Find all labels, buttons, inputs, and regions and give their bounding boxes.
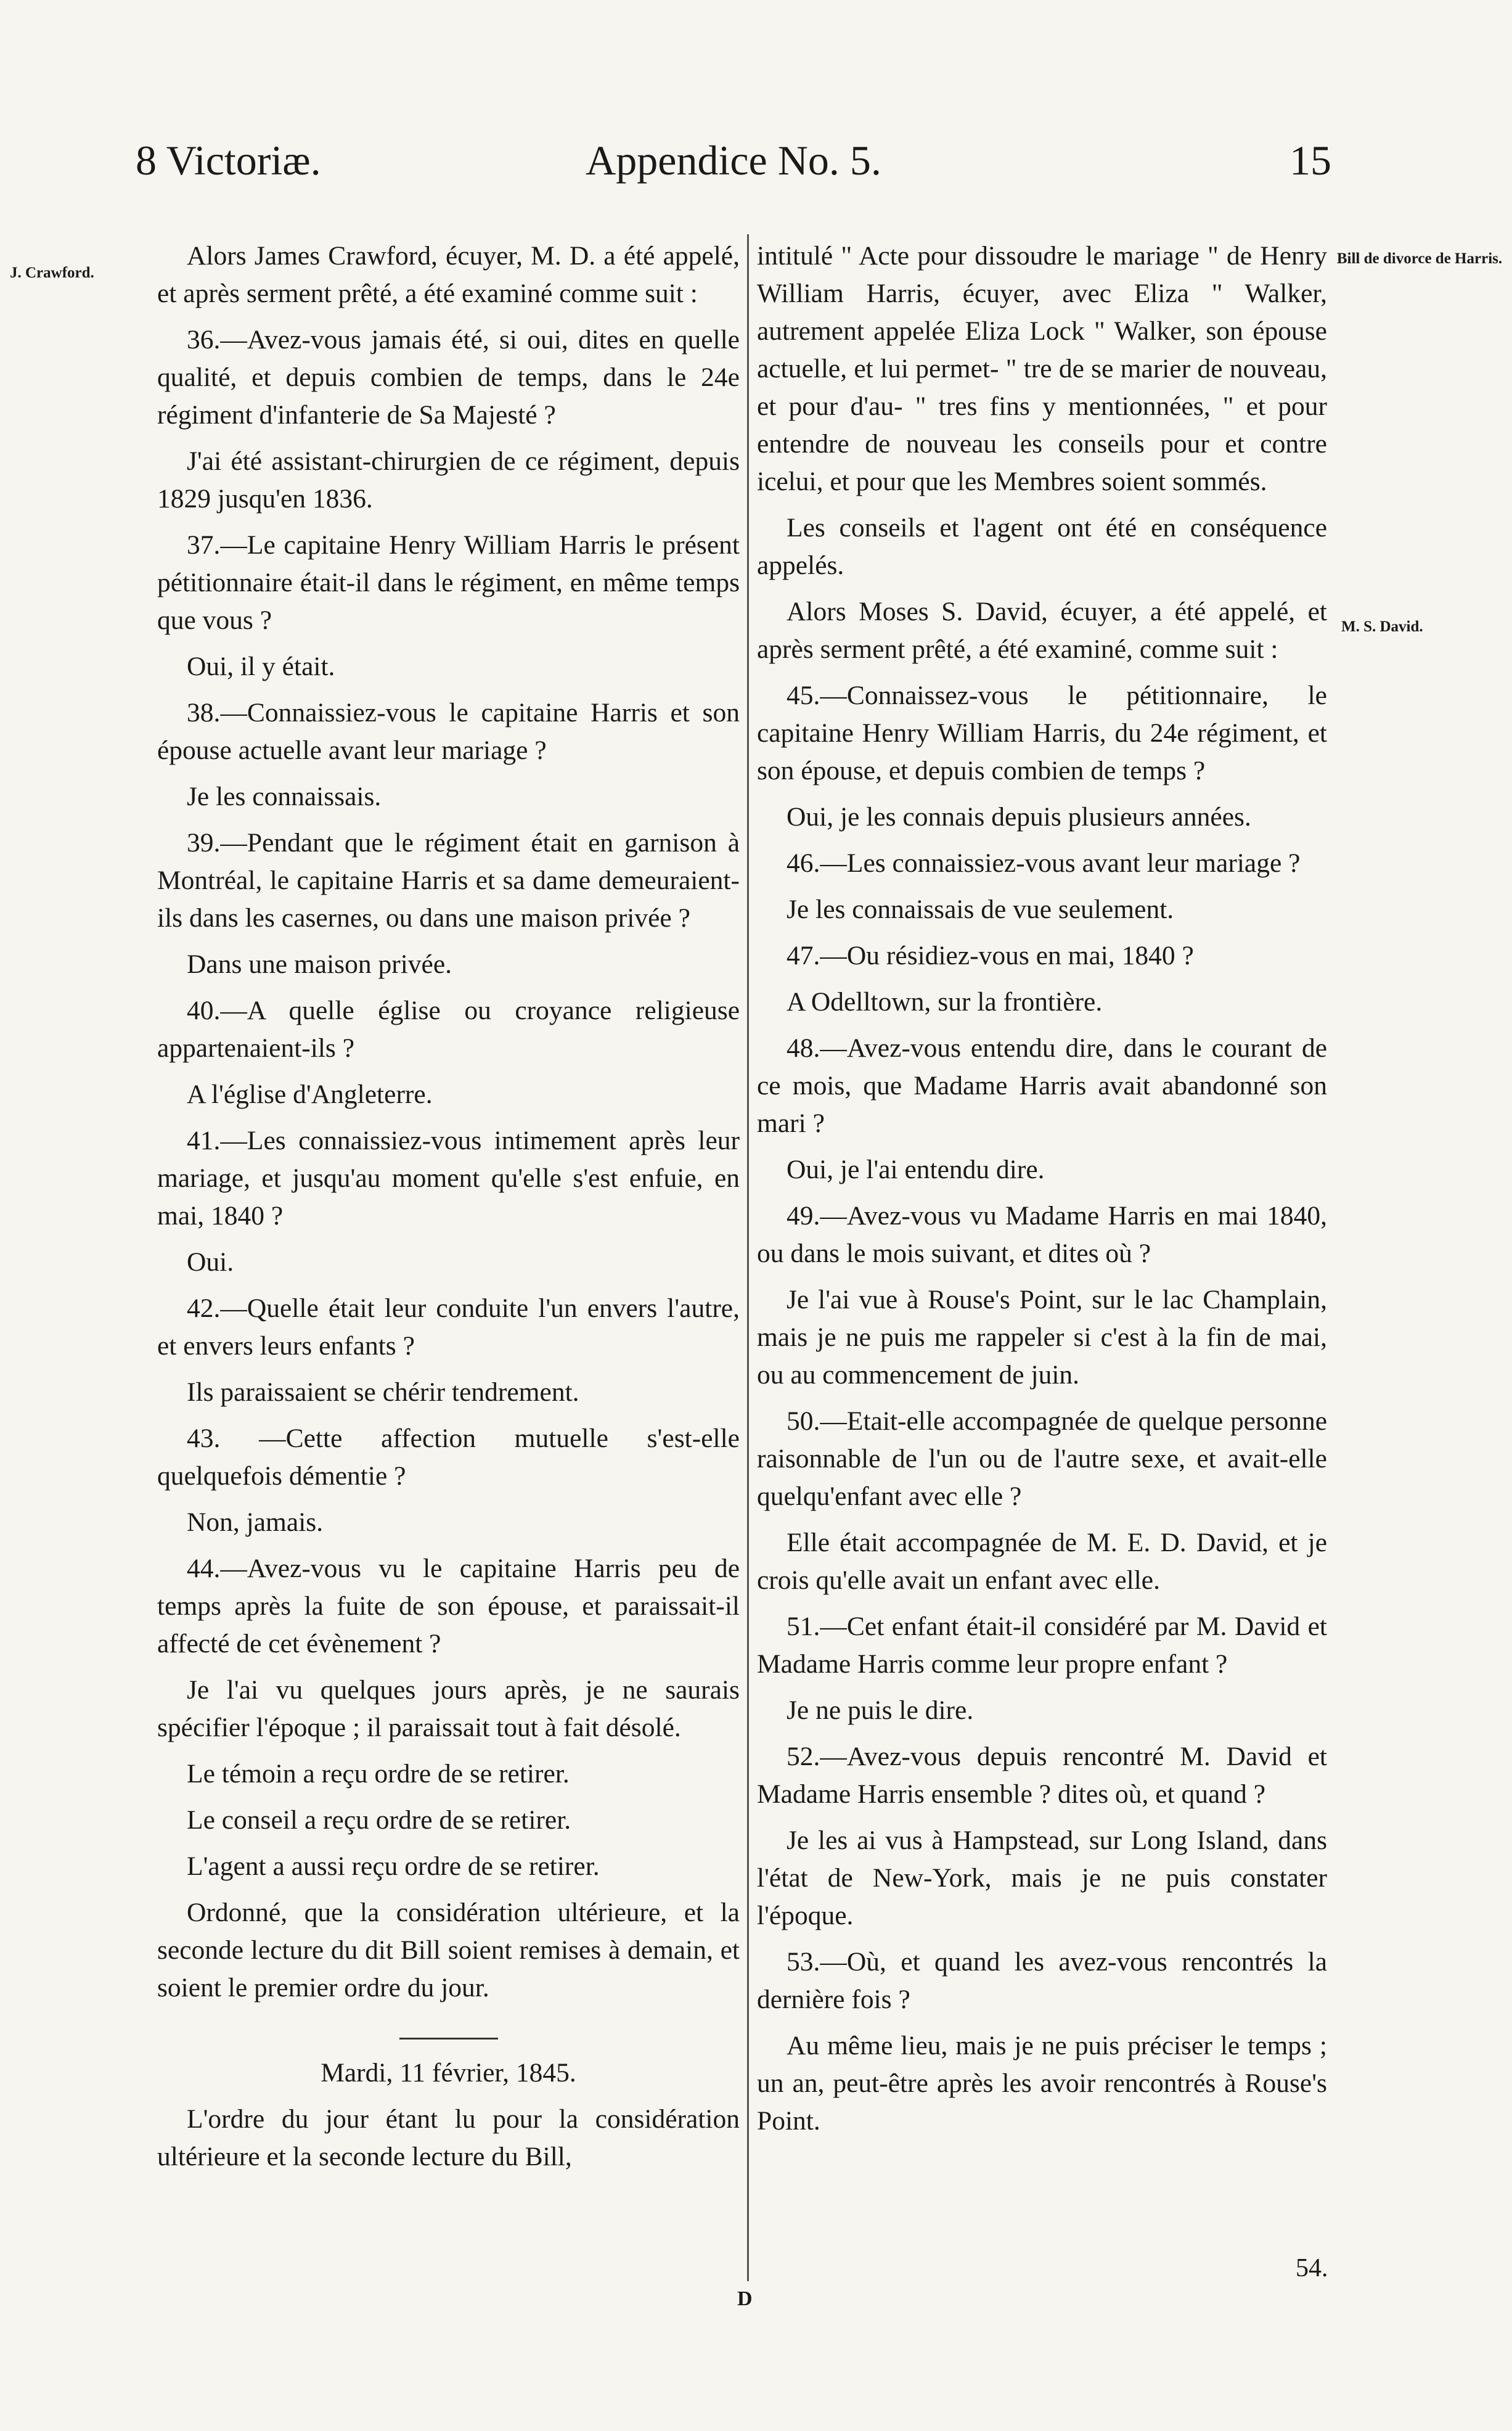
paragraph: Je ne puis le dire. <box>787 1695 974 1725</box>
paragraph: Alors Moses S. David, écuyer, a été appelé, et après serment prêté, a été examiné, comme suit : <box>757 597 1327 664</box>
paragraph: Je les connaissais de vue seulement. <box>787 895 1174 924</box>
paragraph: Oui, je l'ai entendu dire. <box>787 1155 1045 1184</box>
paragraph: Le témoin a reçu ordre de se retirer. <box>187 1759 570 1789</box>
paragraph: Elle était accompagnée de M. E. D. David, et je crois qu'elle avait un enfant avec elle. <box>757 1528 1327 1595</box>
right-column <box>757 237 1327 2149</box>
paragraph: Je les connaissais. <box>187 782 382 811</box>
margin-note-david: M. S. David. <box>1341 618 1423 635</box>
paragraph: Oui, il y était. <box>187 652 335 681</box>
left-column <box>157 237 740 2184</box>
margin-note-crawford: J. Crawford. <box>10 264 94 281</box>
paragraph: Les conseils et l'agent ont été en conséquence appelés. <box>757 513 1327 580</box>
paragraph: Non, jamais. <box>187 1507 324 1537</box>
paragraph: Je l'ai vu quelques jours après, je ne saurais spécifier l'époque ; il paraissait tout à fait désolé. <box>157 1675 740 1742</box>
section-rule <box>399 2038 498 2039</box>
paragraph: intitulé " Acte pour dissoudre le mariage " de Henry William Harris, écuyer, avec Eliza " Walker, autrement appelée Eliza Lock " Walker, son épouse actuelle, et lui permet- " tre de se marier de nouveau, et pour d'au- " tres fins y mentionnées, " et pour entendre de nouveau les conseils pour et contre icelui, et pour que les Membres soient sommés. <box>757 241 1327 496</box>
paragraph: 52.—Avez-vous depuis rencontré M. David et Madame Harris ensemble ? dites où, et quand ? <box>757 1742 1327 1809</box>
paragraph: Oui, je les connais depuis plusieurs années. <box>787 802 1251 832</box>
paragraph: A Odelltown, sur la frontière. <box>787 987 1103 1017</box>
page-number: 15 <box>1289 137 1331 184</box>
margin-note-bill: Bill de divorce de Harris. <box>1336 250 1503 267</box>
paragraph: J'ai été assistant-chirurgien de ce régiment, depuis 1829 jusqu'en 1836. <box>157 446 740 514</box>
paragraph: 45.—Connaissez-vous le pétitionnaire, le capitaine Henry William Harris, du 24e régiment, et son épouse, et depuis combien de temps ? <box>757 681 1327 785</box>
paragraph: 46.—Les connaissiez-vous avant leur mariage ? <box>787 848 1301 878</box>
paragraph: L'agent a aussi reçu ordre de se retirer. <box>187 1851 600 1881</box>
paragraph: Au même lieu, mais je ne puis préciser le temps ; un an, peut-être après les avoir rencontrés à Rouse's Point. <box>757 2031 1327 2136</box>
paragraph: Je les ai vus à Hampstead, sur Long Island, dans l'état de New-York, mais je ne puis constater l'époque. <box>757 1826 1327 1930</box>
paragraph: Ils paraissaient se chérir tendrement. <box>187 1377 579 1407</box>
paragraph: Ordonné, que la considération ultérieure, et la seconde lecture du dit Bill soient remises à demain, et soient le premier ordre du jour. <box>157 1898 740 2003</box>
paragraph: Le conseil a reçu ordre de se retirer. <box>187 1805 571 1835</box>
paragraph: 38.—Connaissiez-vous le capitaine Harris et son épouse actuelle avant leur mariage ? <box>157 698 740 765</box>
paragraph: 39.—Pendant que le régiment était en garnison à Montréal, le capitaine Harris et sa dame demeuraient-ils dans les casernes, ou dans une maison privée ? <box>157 828 740 933</box>
paragraph: 42.—Quelle était leur conduite l'un envers l'autre, et envers leurs enfants ? <box>157 1293 740 1361</box>
paragraph: A l'église d'Angleterre. <box>187 1080 433 1109</box>
paragraph: 50.—Etait-elle accompagnée de quelque personne raisonnable de l'un ou de l'autre sexe, et avait-elle quelqu'enfant avec elle ? <box>757 1406 1327 1511</box>
paragraph: 47.—Ou résidiez-vous en mai, 1840 ? <box>787 941 1194 970</box>
paragraph: 40.—A quelle église ou croyance religieuse appartenaient-ils ? <box>157 996 740 1063</box>
paragraph: Je l'ai vue à Rouse's Point, sur le lac Champlain, mais je ne puis me rappeler si c'est à la fin de mai, ou au commencement de juin. <box>757 1285 1327 1390</box>
paragraph: L'ordre du jour étant lu pour la considération ultérieure et la seconde lecture du Bill, <box>157 2104 740 2171</box>
paragraph: 49.—Avez-vous vu Madame Harris en mai 1840, ou dans le mois suivant, et dites où ? <box>757 1201 1327 1268</box>
column-divider <box>747 234 749 2281</box>
paragraph: 53.—Où, et quand les avez-vous rencontrés la dernière fois ? <box>757 1947 1327 2014</box>
page-header <box>136 136 1331 185</box>
paragraph: Oui. <box>187 1247 234 1277</box>
paragraph: 48.—Avez-vous entendu dire, dans le courant de ce mois, que Madame Harris avait abandonné son mari ? <box>757 1033 1327 1138</box>
header-session: 8 Victoriæ. <box>136 137 321 184</box>
paragraph: Dans une maison privée. <box>187 949 452 979</box>
paragraph: Alors James Crawford, écuyer, M. D. a été appelé, et après serment prêté, a été examiné comme suit : <box>157 241 740 308</box>
paragraph: 51.—Cet enfant était-il considéré par M. David et Madame Harris comme leur propre enfant ? <box>757 1612 1327 1679</box>
paragraph: 41.—Les connaissiez-vous intimement après leur mariage, et jusqu'au moment qu'elle s'est enfuie, en mai, 1840 ? <box>157 1126 740 1231</box>
paragraph: 43. —Cette affection mutuelle s'est-elle quelquefois démentie ? <box>157 1424 740 1491</box>
paragraph: 37.—Le capitaine Henry William Harris le présent pétitionnaire était-il dans le régiment, en même temps que vous ? <box>157 530 740 635</box>
date-line: Mardi, 11 février, 1845. <box>321 2058 576 2088</box>
signature-mark: D <box>737 2287 753 2310</box>
paragraph: 44.—Avez-vous vu le capitaine Harris peu de temps après la fuite de son épouse, et paraissait-il affecté de cet évènement ? <box>157 1554 740 1658</box>
catchword: 54. <box>1296 2254 1328 2282</box>
paragraph: 36.—Avez-vous jamais été, si oui, dites en quelle qualité, et depuis combien de temps, dans le 24e régiment d'infanterie de Sa Majesté ? <box>157 325 740 430</box>
header-appendix: Appendice No. 5. <box>586 137 881 184</box>
